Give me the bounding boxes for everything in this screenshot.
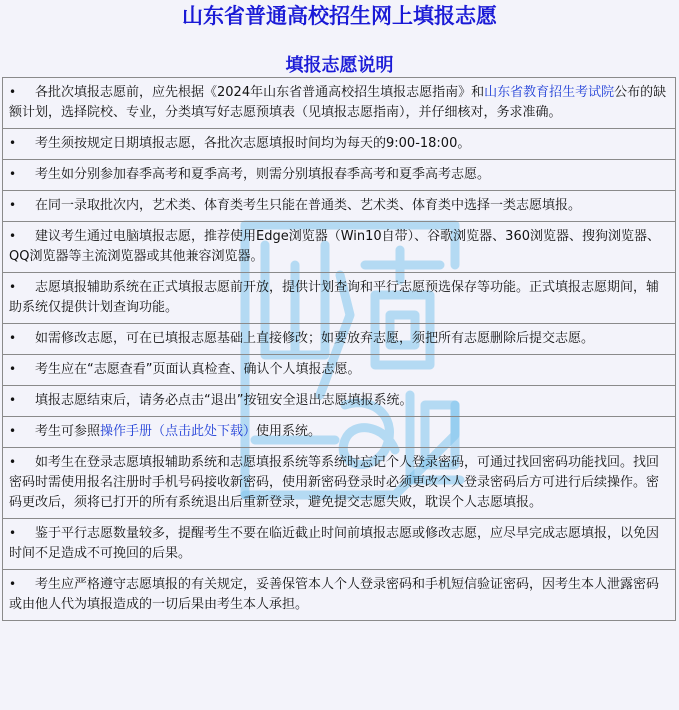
- notice-row: [3, 570, 676, 621]
- notice-text: 建议考生通过电脑填报志愿，推荐使用Edge浏览器（Win10自带）、谷歌浏览器、360浏览器、搜狗浏览器、QQ浏览器等主流浏览器或其他兼容浏览器。: [9, 229, 660, 264]
- notice-text: 考生须按规定日期填报志愿，各批次志愿填报时间均为每天的9:00-18:00。: [35, 136, 471, 151]
- manual-download-link[interactable]: 操作手册（点击此处下载）: [100, 424, 257, 439]
- bullet-icon: •: [9, 577, 17, 591]
- notice-row: [3, 417, 676, 448]
- section-title: 填报志愿说明: [285, 55, 394, 76]
- bullet-icon: •: [9, 526, 17, 540]
- notice-item: [3, 78, 676, 129]
- bullet-icon: •: [9, 85, 17, 99]
- notice-text: 使用系统。: [256, 424, 322, 439]
- notice-row: [3, 386, 676, 417]
- notice-text: 各批次填报志愿前，应先根据《2024年山东省普通高校招生填报志愿指南》和: [35, 85, 485, 100]
- notice-row: [3, 222, 676, 273]
- bullet-icon: •: [9, 198, 17, 212]
- notice-row: [3, 448, 676, 519]
- notice-row: [3, 129, 676, 160]
- notice-row: [3, 273, 676, 324]
- notice-text: 志愿填报辅助系统在正式填报志愿前开放，提供计划查询和平行志愿预选保存等功能。正式填报志愿期间，辅助系统仅提供计划查询功能。: [9, 280, 660, 315]
- bullet-icon: •: [9, 424, 17, 438]
- notice-item: [3, 448, 676, 519]
- bullet-icon: •: [9, 229, 17, 243]
- bullet-icon: •: [9, 393, 17, 407]
- notice-text: 考生应在“志愿查看”页面认真检查、确认个人填报志愿。: [35, 362, 361, 377]
- notice-table: [2, 77, 676, 621]
- notice-item: [3, 386, 676, 417]
- notice-item: [3, 570, 676, 621]
- bullet-icon: •: [9, 331, 17, 345]
- notice-item: [3, 222, 676, 273]
- bullet-icon: •: [9, 167, 17, 181]
- notice-row: [3, 519, 676, 570]
- notice-text: 鉴于平行志愿数量较多，提醒考生不要在临近截止时间前填报志愿或修改志愿，应尽早完成志愿填报，以免因时间不足造成不可挽回的后果。: [9, 526, 660, 561]
- notice-text: 公布的缺额计划，选择院校、专业，分类填写好志愿预填表（见填报志愿指南），并仔细核对，务求准确。: [9, 85, 667, 120]
- notice-row: [3, 160, 676, 191]
- notice-item: [3, 324, 676, 355]
- bullet-icon: •: [9, 362, 17, 376]
- notice-text: 填报志愿结束后，请务必点击“退出”按钮安全退出志愿填报系统。: [35, 393, 413, 408]
- notice-item: [3, 417, 676, 448]
- notice-text: 考生如分别参加春季高考和夏季高考，则需分别填报春季高考和夏季高考志愿。: [35, 167, 491, 182]
- notice-item: [3, 519, 676, 570]
- notice-row: [3, 324, 676, 355]
- bullet-icon: •: [9, 455, 17, 469]
- notice-item: [3, 273, 676, 324]
- exam-institute-link[interactable]: 山东省教育招生考试院: [484, 85, 615, 100]
- notice-item: [3, 160, 676, 191]
- notice-text: 如需修改志愿，可在已填报志愿基础上直接修改；如要放弃志愿，须把所有志愿删除后提交志愿。: [35, 331, 595, 346]
- notice-text: 在同一录取批次内，艺术类、体育类考生只能在普通类、艺术类、体育类中选择一类志愿填报。: [35, 198, 582, 213]
- notice-item: [3, 191, 676, 222]
- notice-item: [3, 355, 676, 386]
- notice-text: 如考生在登录志愿填报辅助系统和志愿填报系统等系统时忘记个人登录密码，可通过找回密码功能找回。找回密码时需使用报名注册时手机号码接收新密码，使用新密码登录时必须更改个人登录密码后方可进行后续操作。密码更改后，须将已打开的所有系统退出后重新登录，避免提交志愿失败，耽误个人志愿填报。: [9, 455, 660, 510]
- notice-text: 考生可参照: [35, 424, 101, 439]
- bullet-icon: •: [9, 136, 17, 150]
- page-title: 山东省普通高校招生网上填报志愿: [182, 4, 497, 28]
- notice-row: [3, 355, 676, 386]
- bullet-icon: •: [9, 280, 17, 294]
- notice-text: 考生应严格遵守志愿填报的有关规定，妥善保管本人个人登录密码和手机短信验证密码，因考生本人泄露密码或由他人代为填报造成的一切后果由考生本人承担。: [9, 577, 660, 612]
- notice-item: [3, 129, 676, 160]
- notice-row: [3, 78, 676, 129]
- notice-row: [3, 191, 676, 222]
